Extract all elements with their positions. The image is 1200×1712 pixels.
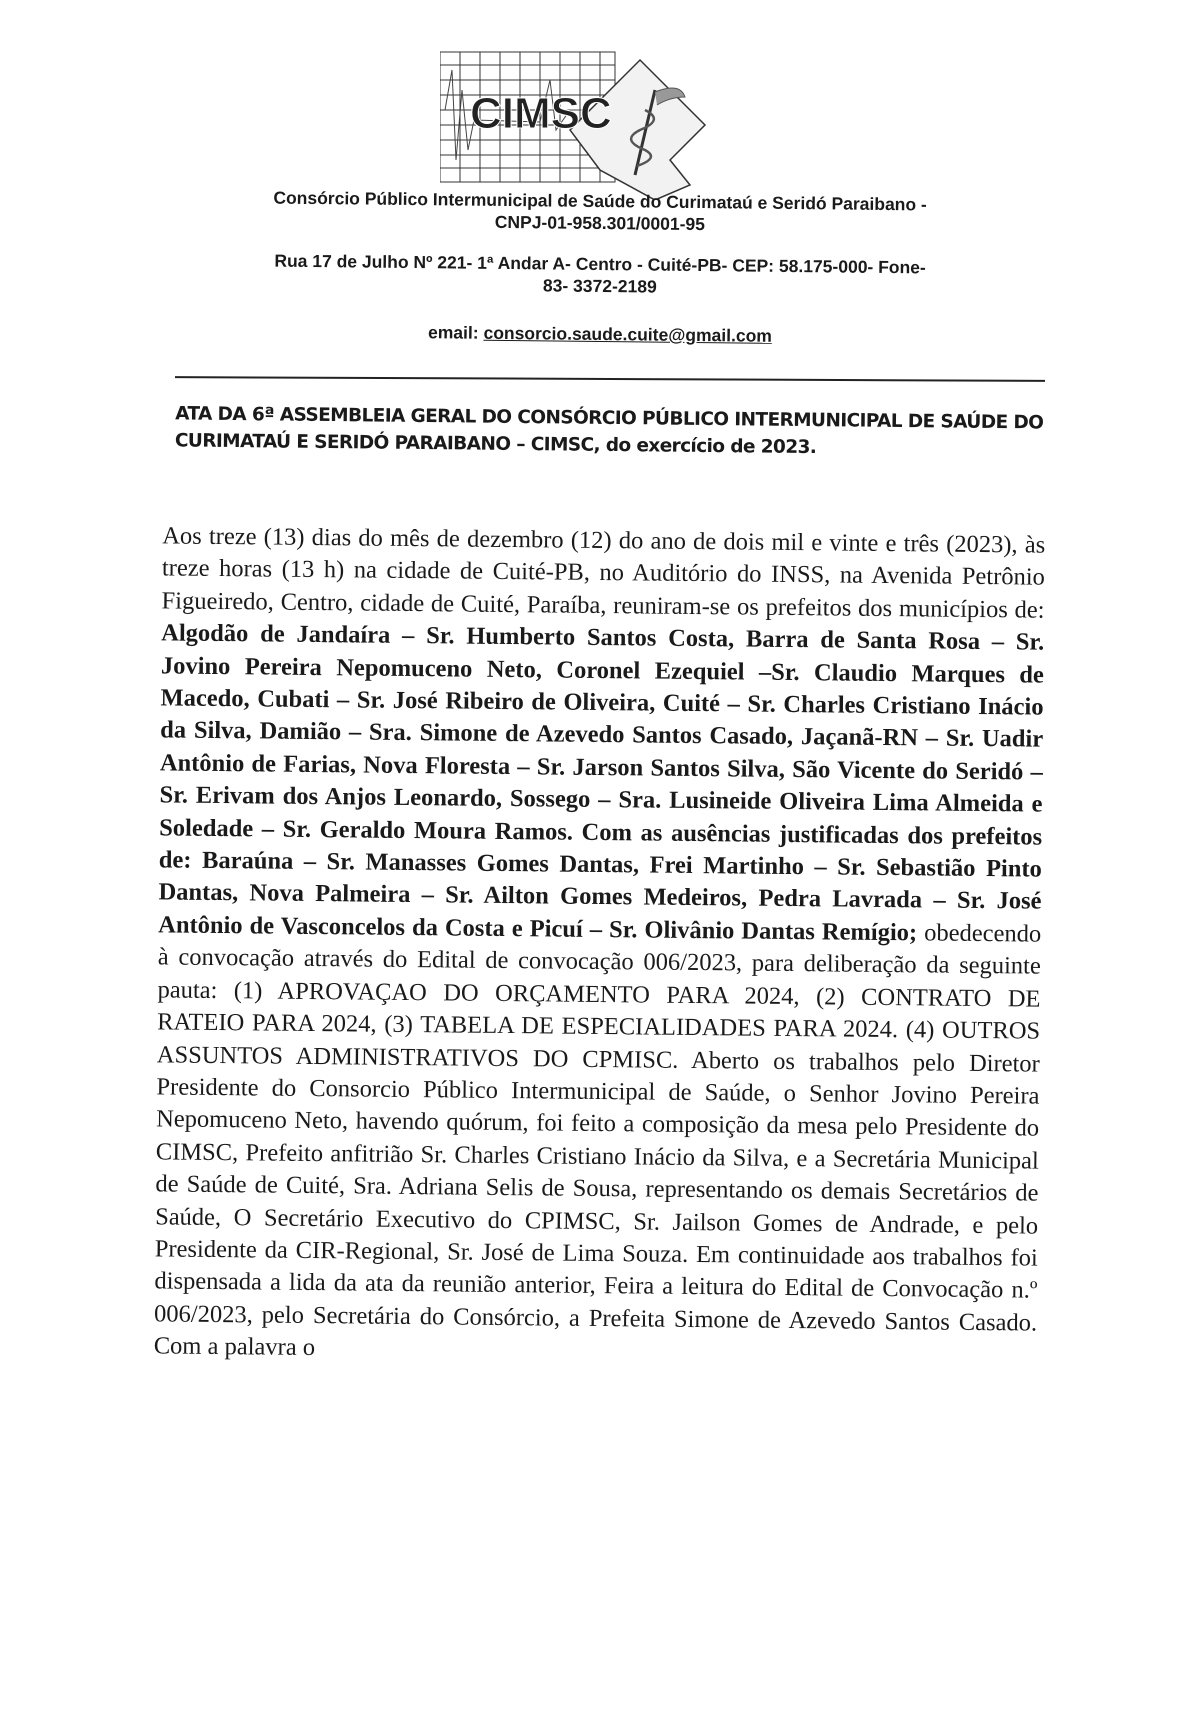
cimsc-logo [440, 50, 810, 200]
email-label: email: [427, 322, 479, 343]
address-block [160, 248, 1040, 301]
minutes-body [154, 520, 1046, 1372]
header-divider [175, 376, 1045, 382]
email-line [160, 318, 1040, 349]
org-name: Consórcio Público Intermunicipal de Saúde do Curimataú e Seridó Paraibano - [273, 187, 927, 215]
body-text: Aos treze (13) dias do mês de dezembro (12) do ano de dois mil e vinte e três (2023), às treze horas (13 h) na cidade de Cuité-PB, no Auditório do INSS, na Avenida Petrônio Figueiredo, Centro, cidade de Cuité, Paraíba, reuniram-se os prefeitos dos municípios de: [161, 522, 1046, 624]
attendees-bold-text: Algodão de Jandaíra – Sr. Humberto Santos Costa, Barra de Santa Rosa – Sr. Jovino Pereira Nepomuceno Neto, Coronel Ezequiel –Sr. Claudio Marques de Macedo, Cubati – Sr. José Ribeiro de Oliveira, Cuité – Sr. Charles Cristiano Inácio da Silva, Damião – Sra. Simone de Azevedo Santos Casado, Jaçanã-RN – Sr. Uadir Antônio de Farias, Nova Floresta – Sr. Jarson Santos Silva, São Vicente do Seridó – Sr. Erivam dos Anjos Leonardo, Sossego – Sra. Lusineide Oliveira Lima Almeida e Soledade – Sr. Geraldo Moura Ramos. Com as ausências justificadas dos prefeitos de: Baraúna – Sr. Manasses Gomes Dantas, Frei Martinho – Sr. Sebastião Pinto Dantas, Nova Palmeira – Sr. Ailton Gomes Medeiros, Pedra Lavrada – Sr. José Antônio de Vasconcelos da Costa e Picuí – Sr. Olivânio Dantas Remígio; [158, 619, 1045, 947]
document-title: ATA DA 6ª ASSEMBLEIA GERAL DO CONSÓRCIO PÚBLICO INTERMUNICIPAL DE SAÚDE DO CURIMATAÚ E SERIDÓ PARAIBANO – CIMSC, do exercício de 2023. [174, 403, 1044, 459]
org-header [160, 185, 1040, 238]
org-phone: 83- 3372-2189 [542, 275, 657, 297]
svg-text:CIMSC: CIMSC [470, 89, 612, 138]
body-text: obedecendo à convocação através do Edital de convocação 006/2023, para deliberação da seguinte pauta: (1) APROVAÇAO DO ORÇAMENTO PARA 2024, (2) CONTRATO DE RATEIO PARA 2024, (3) TABELA DE ESPECIALIDADES PARA 2024. (4) OUTROS ASSUNTOS ADMINISTRATIVOS DO CPMISC. Aberto os trabalhos pelo Diretor Presidente do Consorcio Público Intermunicipal de Saúde, o Senhor Jovino Pereira Nepomuceno Neto, havendo quórum, foi feito a composição da mesa pelo Presidente do CIMSC, Prefeito anfitrião Sr. Charles Cristiano Inácio da Silva, e a Secretária Municipal de Saúde de Cuité, Sra. Adriana Selis de Sousa, representando os demais Secretários de Saúde, O Secretário Executivo do CPIMSC, Sr. Jailson Gomes de Andrade, e pelo Presidente da CIR-Regional, Sr. José de Lima Souza. Em continuidade aos trabalhos foi dispensada a lida da ata da reunião anterior, Feira a leitura do Edital de Convocação n.º 006/2023, pelo Secretária do Consórcio, a Prefeita Simone de Azevedo Santos Casado. Com a palavra o [153, 919, 1042, 1362]
org-cnpj: CNPJ-01-958.301/0001-95 [494, 211, 706, 235]
org-address: Rua 17 de Julho Nº 221- 1ª Andar A- Centro - Cuité-PB- CEP: 58.175-000- Fone- [274, 250, 926, 278]
email-link[interactable]: consorcio.saude.cuite@gmail.com [483, 322, 773, 346]
